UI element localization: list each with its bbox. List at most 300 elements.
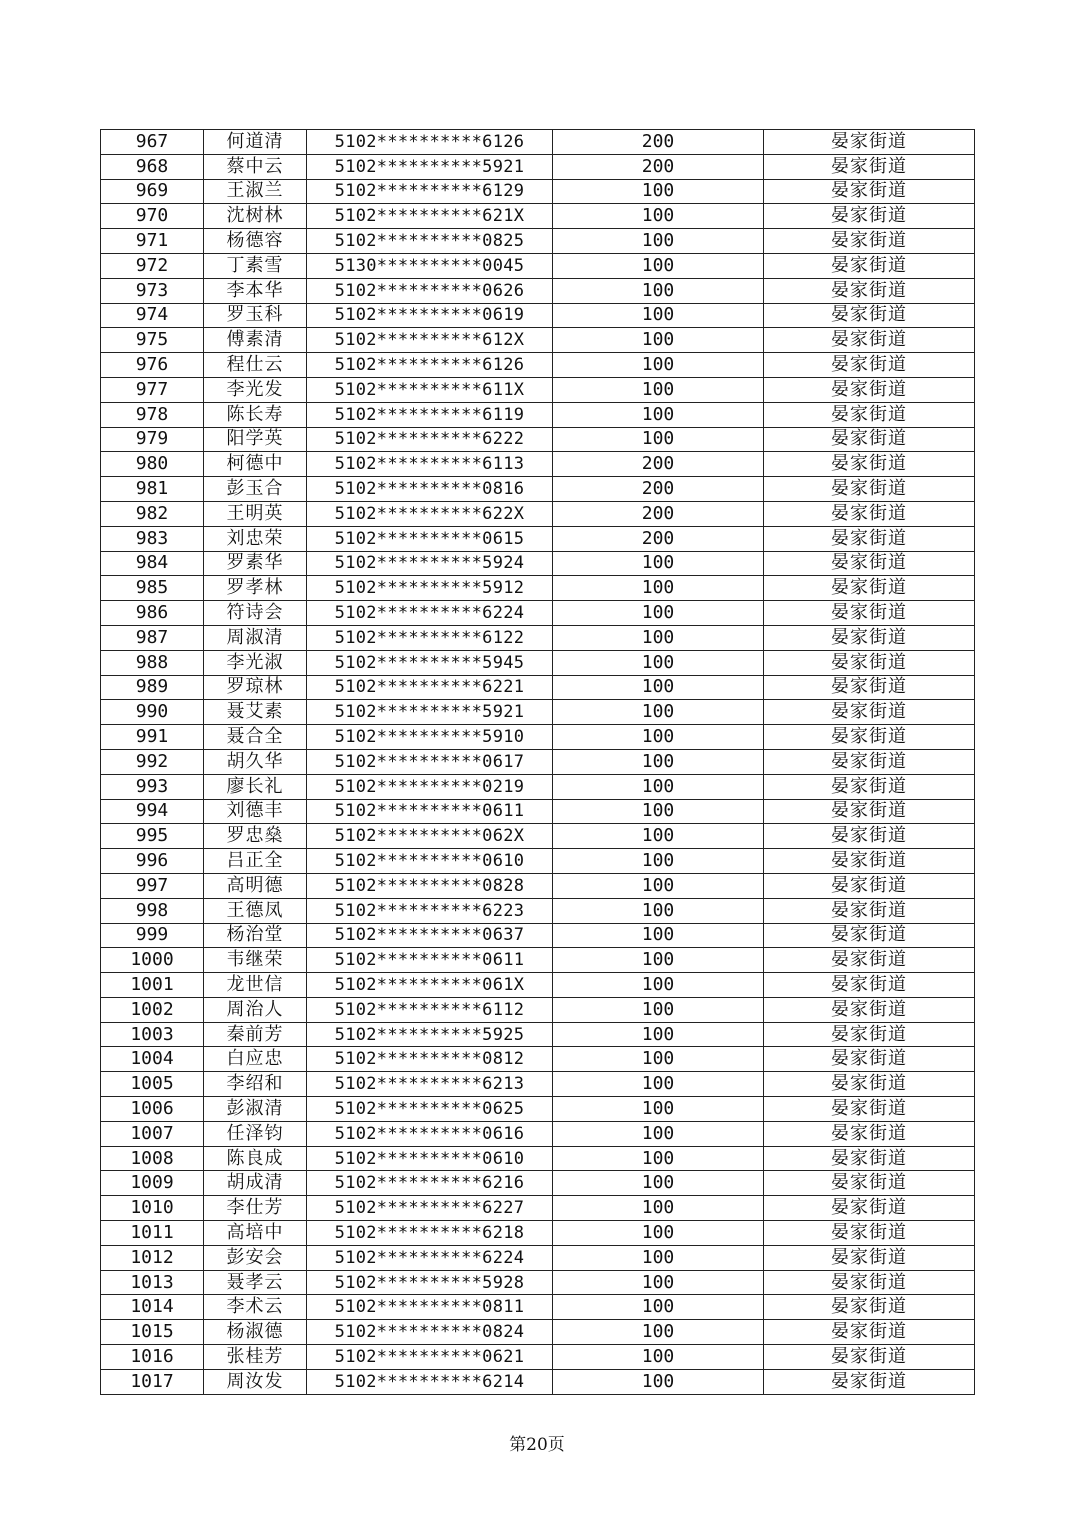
name-cell: 陈长寿 [204, 402, 307, 427]
row-number-cell: 968 [101, 154, 204, 179]
id-number-cell: 5102**********612X [307, 328, 553, 353]
id-number-cell: 5102**********0828 [307, 873, 553, 898]
name-cell: 彭安会 [204, 1245, 307, 1270]
table-row [101, 204, 975, 229]
table-row [101, 898, 975, 923]
amount-cell: 100 [553, 303, 764, 328]
row-number-cell: 1010 [101, 1196, 204, 1221]
amount-cell: 100 [553, 402, 764, 427]
id-number-cell: 5102**********621X [307, 204, 553, 229]
table-row [101, 700, 975, 725]
id-number-cell: 5102**********5921 [307, 154, 553, 179]
table-row [101, 1221, 975, 1246]
district-cell: 晏家街道 [764, 1295, 975, 1320]
records-table [100, 129, 975, 1395]
amount-cell: 100 [553, 1196, 764, 1221]
name-cell: 吕正全 [204, 849, 307, 874]
table-row [101, 278, 975, 303]
table-row [101, 1295, 975, 1320]
district-cell: 晏家街道 [764, 278, 975, 303]
table-row [101, 650, 975, 675]
row-number-cell: 981 [101, 477, 204, 502]
id-number-cell: 5102**********0617 [307, 749, 553, 774]
name-cell: 杨治堂 [204, 923, 307, 948]
row-number-cell: 983 [101, 526, 204, 551]
amount-cell: 100 [553, 278, 764, 303]
table-row [101, 1270, 975, 1295]
table-row [101, 1022, 975, 1047]
table-row [101, 675, 975, 700]
district-cell: 晏家街道 [764, 1345, 975, 1370]
table-row [101, 749, 975, 774]
amount-cell: 100 [553, 1146, 764, 1171]
amount-cell: 100 [553, 576, 764, 601]
amount-cell: 100 [553, 328, 764, 353]
amount-cell: 100 [553, 1097, 764, 1122]
name-cell: 白应忠 [204, 1047, 307, 1072]
table-row [101, 1072, 975, 1097]
id-number-cell: 5102**********6119 [307, 402, 553, 427]
row-number-cell: 999 [101, 923, 204, 948]
table-row [101, 1146, 975, 1171]
table-row [101, 551, 975, 576]
table-row [101, 774, 975, 799]
table-row [101, 402, 975, 427]
district-cell: 晏家街道 [764, 229, 975, 254]
name-cell: 罗孝林 [204, 576, 307, 601]
district-cell: 晏家街道 [764, 725, 975, 750]
name-cell: 李绍和 [204, 1072, 307, 1097]
table-row [101, 179, 975, 204]
name-cell: 何道清 [204, 130, 307, 155]
row-number-cell: 987 [101, 625, 204, 650]
id-number-cell: 5102**********5945 [307, 650, 553, 675]
district-cell: 晏家街道 [764, 253, 975, 278]
row-number-cell: 978 [101, 402, 204, 427]
id-number-cell: 5102**********6122 [307, 625, 553, 650]
name-cell: 柯德中 [204, 452, 307, 477]
amount-cell: 200 [553, 452, 764, 477]
name-cell: 周治人 [204, 997, 307, 1022]
table-row [101, 477, 975, 502]
row-number-cell: 991 [101, 725, 204, 750]
id-number-cell: 5102**********0825 [307, 229, 553, 254]
amount-cell: 100 [553, 799, 764, 824]
district-cell: 晏家街道 [764, 1245, 975, 1270]
row-number-cell: 971 [101, 229, 204, 254]
id-number-cell: 5102**********622X [307, 501, 553, 526]
district-cell: 晏家街道 [764, 873, 975, 898]
district-cell: 晏家街道 [764, 526, 975, 551]
id-number-cell: 5102**********5912 [307, 576, 553, 601]
name-cell: 李光淑 [204, 650, 307, 675]
district-cell: 晏家街道 [764, 997, 975, 1022]
district-cell: 晏家街道 [764, 154, 975, 179]
row-number-cell: 979 [101, 427, 204, 452]
name-cell: 李本华 [204, 278, 307, 303]
table-row [101, 253, 975, 278]
table-row [101, 725, 975, 750]
amount-cell: 200 [553, 501, 764, 526]
district-cell: 晏家街道 [764, 1072, 975, 1097]
name-cell: 傅素清 [204, 328, 307, 353]
district-cell: 晏家街道 [764, 204, 975, 229]
id-number-cell: 5102**********0816 [307, 477, 553, 502]
table-row [101, 1196, 975, 1221]
amount-cell: 100 [553, 824, 764, 849]
row-number-cell: 967 [101, 130, 204, 155]
id-number-cell: 5102**********5910 [307, 725, 553, 750]
amount-cell: 100 [553, 898, 764, 923]
amount-cell: 100 [553, 1345, 764, 1370]
amount-cell: 100 [553, 377, 764, 402]
id-number-cell: 5102**********6218 [307, 1221, 553, 1246]
amount-cell: 100 [553, 1022, 764, 1047]
id-number-cell: 5102**********611X [307, 377, 553, 402]
table-row [101, 328, 975, 353]
row-number-cell: 984 [101, 551, 204, 576]
table-row [101, 948, 975, 973]
district-cell: 晏家街道 [764, 973, 975, 998]
id-number-cell: 5102**********6113 [307, 452, 553, 477]
district-cell: 晏家街道 [764, 700, 975, 725]
district-cell: 晏家街道 [764, 824, 975, 849]
row-number-cell: 972 [101, 253, 204, 278]
district-cell: 晏家街道 [764, 650, 975, 675]
district-cell: 晏家街道 [764, 452, 975, 477]
district-cell: 晏家街道 [764, 774, 975, 799]
amount-cell: 100 [553, 1295, 764, 1320]
district-cell: 晏家街道 [764, 898, 975, 923]
name-cell: 罗琼林 [204, 675, 307, 700]
name-cell: 刘德丰 [204, 799, 307, 824]
row-number-cell: 1017 [101, 1369, 204, 1394]
district-cell: 晏家街道 [764, 601, 975, 626]
row-number-cell: 997 [101, 873, 204, 898]
id-number-cell: 5102**********6112 [307, 997, 553, 1022]
name-cell: 聂孝云 [204, 1270, 307, 1295]
name-cell: 彭玉合 [204, 477, 307, 502]
district-cell: 晏家街道 [764, 1171, 975, 1196]
name-cell: 罗玉科 [204, 303, 307, 328]
amount-cell: 100 [553, 1221, 764, 1246]
id-number-cell: 5102**********6221 [307, 675, 553, 700]
district-cell: 晏家街道 [764, 799, 975, 824]
row-number-cell: 982 [101, 501, 204, 526]
district-cell: 晏家街道 [764, 1097, 975, 1122]
id-number-cell: 5102**********0219 [307, 774, 553, 799]
row-number-cell: 993 [101, 774, 204, 799]
name-cell: 罗素华 [204, 551, 307, 576]
row-number-cell: 996 [101, 849, 204, 874]
row-number-cell: 1000 [101, 948, 204, 973]
name-cell: 阳学英 [204, 427, 307, 452]
name-cell: 张桂芳 [204, 1345, 307, 1370]
amount-cell: 200 [553, 154, 764, 179]
table-row [101, 973, 975, 998]
table-row [101, 824, 975, 849]
row-number-cell: 974 [101, 303, 204, 328]
table-row [101, 353, 975, 378]
row-number-cell: 985 [101, 576, 204, 601]
table-row [101, 154, 975, 179]
amount-cell: 100 [553, 204, 764, 229]
id-number-cell: 5102**********5928 [307, 1270, 553, 1295]
row-number-cell: 990 [101, 700, 204, 725]
amount-cell: 100 [553, 700, 764, 725]
amount-cell: 100 [553, 551, 764, 576]
name-cell: 李光发 [204, 377, 307, 402]
amount-cell: 100 [553, 774, 764, 799]
name-cell: 王明英 [204, 501, 307, 526]
district-cell: 晏家街道 [764, 849, 975, 874]
table-row [101, 427, 975, 452]
name-cell: 沈树林 [204, 204, 307, 229]
row-number-cell: 980 [101, 452, 204, 477]
row-number-cell: 1002 [101, 997, 204, 1022]
name-cell: 杨淑德 [204, 1320, 307, 1345]
amount-cell: 100 [553, 749, 764, 774]
table-row [101, 849, 975, 874]
district-cell: 晏家街道 [764, 1270, 975, 1295]
amount-cell: 100 [553, 948, 764, 973]
name-cell: 陈良成 [204, 1146, 307, 1171]
row-number-cell: 1013 [101, 1270, 204, 1295]
row-number-cell: 1008 [101, 1146, 204, 1171]
page-number: 第20页 [509, 1435, 565, 1455]
table-row [101, 1121, 975, 1146]
row-number-cell: 976 [101, 353, 204, 378]
district-cell: 晏家街道 [764, 1221, 975, 1246]
name-cell: 程仕云 [204, 353, 307, 378]
district-cell: 晏家街道 [764, 1146, 975, 1171]
amount-cell: 100 [553, 253, 764, 278]
district-cell: 晏家街道 [764, 427, 975, 452]
row-number-cell: 969 [101, 179, 204, 204]
table-row [101, 1369, 975, 1394]
row-number-cell: 1016 [101, 1345, 204, 1370]
amount-cell: 100 [553, 997, 764, 1022]
id-number-cell: 5102**********6224 [307, 601, 553, 626]
district-cell: 晏家街道 [764, 179, 975, 204]
amount-cell: 100 [553, 601, 764, 626]
id-number-cell: 5102**********0610 [307, 1146, 553, 1171]
table-row [101, 1320, 975, 1345]
district-cell: 晏家街道 [764, 749, 975, 774]
row-number-cell: 970 [101, 204, 204, 229]
id-number-cell: 5102**********0621 [307, 1345, 553, 1370]
name-cell: 高明德 [204, 873, 307, 898]
name-cell: 王淑兰 [204, 179, 307, 204]
id-number-cell: 5102**********0615 [307, 526, 553, 551]
table-row [101, 229, 975, 254]
amount-cell: 100 [553, 1369, 764, 1394]
table-row [101, 377, 975, 402]
row-number-cell: 977 [101, 377, 204, 402]
amount-cell: 100 [553, 923, 764, 948]
id-number-cell: 5102**********0811 [307, 1295, 553, 1320]
id-number-cell: 5102**********0616 [307, 1121, 553, 1146]
id-number-cell: 5102**********6227 [307, 1196, 553, 1221]
id-number-cell: 5102**********5924 [307, 551, 553, 576]
amount-cell: 100 [553, 1121, 764, 1146]
row-number-cell: 988 [101, 650, 204, 675]
id-number-cell: 5102**********0626 [307, 278, 553, 303]
table-row [101, 997, 975, 1022]
table-row [101, 923, 975, 948]
row-number-cell: 994 [101, 799, 204, 824]
name-cell: 任泽钧 [204, 1121, 307, 1146]
name-cell: 韦继荣 [204, 948, 307, 973]
amount-cell: 200 [553, 526, 764, 551]
row-number-cell: 998 [101, 898, 204, 923]
amount-cell: 100 [553, 1270, 764, 1295]
id-number-cell: 5102**********0824 [307, 1320, 553, 1345]
table-row [101, 799, 975, 824]
row-number-cell: 1014 [101, 1295, 204, 1320]
amount-cell: 100 [553, 849, 764, 874]
name-cell: 李仕芳 [204, 1196, 307, 1221]
amount-cell: 100 [553, 179, 764, 204]
id-number-cell: 5102**********6223 [307, 898, 553, 923]
name-cell: 胡久华 [204, 749, 307, 774]
row-number-cell: 986 [101, 601, 204, 626]
row-number-cell: 989 [101, 675, 204, 700]
amount-cell: 100 [553, 229, 764, 254]
name-cell: 周汝发 [204, 1369, 307, 1394]
amount-cell: 100 [553, 1320, 764, 1345]
amount-cell: 100 [553, 873, 764, 898]
amount-cell: 100 [553, 427, 764, 452]
name-cell: 秦前芳 [204, 1022, 307, 1047]
name-cell: 聂艾素 [204, 700, 307, 725]
table-row [101, 873, 975, 898]
name-cell: 蔡中云 [204, 154, 307, 179]
district-cell: 晏家街道 [764, 130, 975, 155]
table-row [101, 501, 975, 526]
id-number-cell: 5102**********6216 [307, 1171, 553, 1196]
district-cell: 晏家街道 [764, 1369, 975, 1394]
table-row [101, 625, 975, 650]
row-number-cell: 1007 [101, 1121, 204, 1146]
amount-cell: 100 [553, 725, 764, 750]
row-number-cell: 1004 [101, 1047, 204, 1072]
row-number-cell: 1012 [101, 1245, 204, 1270]
district-cell: 晏家街道 [764, 551, 975, 576]
district-cell: 晏家街道 [764, 501, 975, 526]
district-cell: 晏家街道 [764, 1320, 975, 1345]
id-number-cell: 5102**********6129 [307, 179, 553, 204]
name-cell: 丁素雪 [204, 253, 307, 278]
name-cell: 龙世信 [204, 973, 307, 998]
id-number-cell: 5102**********6214 [307, 1369, 553, 1394]
district-cell: 晏家街道 [764, 1022, 975, 1047]
table-row [101, 303, 975, 328]
name-cell: 廖长礼 [204, 774, 307, 799]
district-cell: 晏家街道 [764, 353, 975, 378]
id-number-cell: 5102**********062X [307, 824, 553, 849]
name-cell: 符诗会 [204, 601, 307, 626]
row-number-cell: 1009 [101, 1171, 204, 1196]
name-cell: 聂合全 [204, 725, 307, 750]
district-cell: 晏家街道 [764, 402, 975, 427]
table-row [101, 130, 975, 155]
id-number-cell: 5102**********0610 [307, 849, 553, 874]
id-number-cell: 5102**********6126 [307, 130, 553, 155]
id-number-cell: 5102**********0611 [307, 948, 553, 973]
id-number-cell: 5102**********0812 [307, 1047, 553, 1072]
table-row [101, 452, 975, 477]
row-number-cell: 1006 [101, 1097, 204, 1122]
table-row [101, 1171, 975, 1196]
row-number-cell: 995 [101, 824, 204, 849]
id-number-cell: 5130**********0045 [307, 253, 553, 278]
amount-cell: 100 [553, 675, 764, 700]
amount-cell: 100 [553, 973, 764, 998]
amount-cell: 200 [553, 130, 764, 155]
row-number-cell: 975 [101, 328, 204, 353]
amount-cell: 100 [553, 1245, 764, 1270]
id-number-cell: 5102**********0611 [307, 799, 553, 824]
district-cell: 晏家街道 [764, 625, 975, 650]
table-row [101, 526, 975, 551]
name-cell: 杨德容 [204, 229, 307, 254]
id-number-cell: 5102**********0625 [307, 1097, 553, 1122]
table-row [101, 601, 975, 626]
id-number-cell: 5102**********6213 [307, 1072, 553, 1097]
row-number-cell: 1015 [101, 1320, 204, 1345]
district-cell: 晏家街道 [764, 675, 975, 700]
id-number-cell: 5102**********061X [307, 973, 553, 998]
row-number-cell: 1001 [101, 973, 204, 998]
id-number-cell: 5102**********0619 [307, 303, 553, 328]
records-table-body [101, 130, 975, 1395]
id-number-cell: 5102**********5925 [307, 1022, 553, 1047]
amount-cell: 100 [553, 353, 764, 378]
name-cell: 胡成清 [204, 1171, 307, 1196]
district-cell: 晏家街道 [764, 1047, 975, 1072]
table-row [101, 1047, 975, 1072]
row-number-cell: 992 [101, 749, 204, 774]
row-number-cell: 1011 [101, 1221, 204, 1246]
id-number-cell: 5102**********6222 [307, 427, 553, 452]
table-row [101, 1345, 975, 1370]
district-cell: 晏家街道 [764, 948, 975, 973]
district-cell: 晏家街道 [764, 1196, 975, 1221]
name-cell: 高培中 [204, 1221, 307, 1246]
id-number-cell: 5102**********0637 [307, 923, 553, 948]
name-cell: 彭淑清 [204, 1097, 307, 1122]
id-number-cell: 5102**********6126 [307, 353, 553, 378]
name-cell: 周淑清 [204, 625, 307, 650]
name-cell: 李术云 [204, 1295, 307, 1320]
row-number-cell: 973 [101, 278, 204, 303]
name-cell: 王德凤 [204, 898, 307, 923]
name-cell: 刘忠荣 [204, 526, 307, 551]
district-cell: 晏家街道 [764, 576, 975, 601]
id-number-cell: 5102**********6224 [307, 1245, 553, 1270]
row-number-cell: 1003 [101, 1022, 204, 1047]
table-row [101, 1097, 975, 1122]
amount-cell: 100 [553, 625, 764, 650]
row-number-cell: 1005 [101, 1072, 204, 1097]
table-row [101, 576, 975, 601]
district-cell: 晏家街道 [764, 923, 975, 948]
amount-cell: 100 [553, 1072, 764, 1097]
amount-cell: 100 [553, 1171, 764, 1196]
district-cell: 晏家街道 [764, 303, 975, 328]
district-cell: 晏家街道 [764, 328, 975, 353]
